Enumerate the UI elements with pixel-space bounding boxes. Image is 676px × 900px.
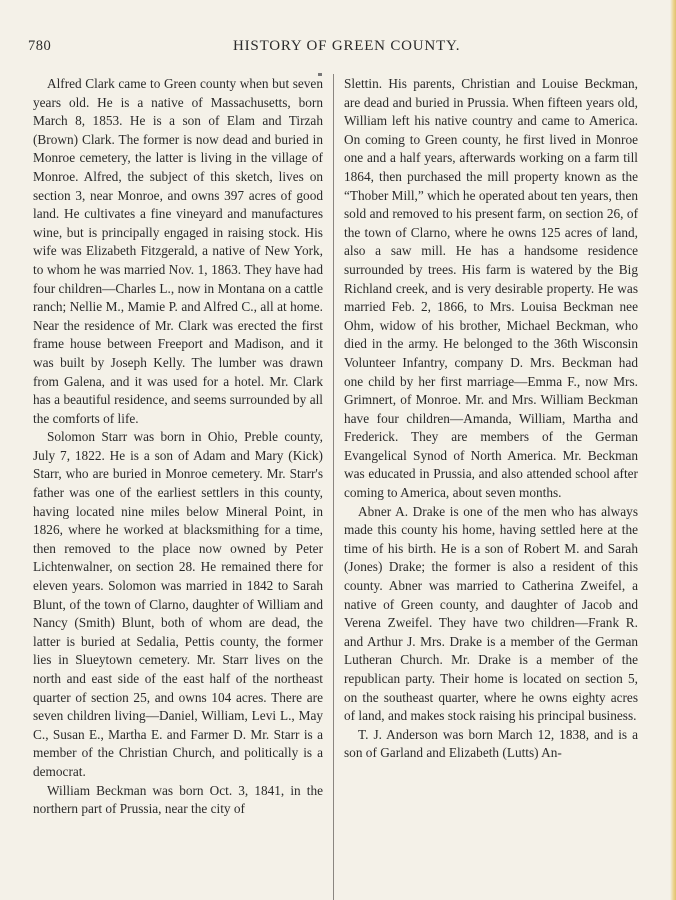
paragraph-tj-anderson: T. J. Anderson was born March 12, 1838, and is a son of Garland and Elizabeth (Lutts) An- [344, 726, 638, 761]
left-column [33, 75, 323, 895]
page-number: 780 [28, 38, 52, 54]
page-edge-decoration [670, 0, 676, 900]
paragraph-solomon-starr: Solomon Starr was born in Ohio, Preble county, July 7, 1822. He is a son of Adam and Mary (Kick) Starr, who are buried in Monroe cemetery. Mr. Starr's father was one of the earliest settlers in this county, having located nine miles below Mineral Point, in 1826, where he worked at blacksmithing for a time, then removed to the place now owned by Peter Lichtenwalner, on section 28. He remained there for eleven years. Solomon was married in 1842 to Sarah Blunt, of the town of Clarno, daughter of William and Nancy (Smith) Blunt, both of whom are dead, the latter is buried at Sedalia, Pettis county, the former lies in Slueytown cemetery. Mr. Starr lives on the north and east side of the east half of the northeast quarter of section 25, and owns 104 acres. There are seven children living—Daniel, William, Levi L., May C., Susan E., Martha E. and Farmer D. Mr. Starr is a member of the Christian Church, and politically is a democrat. [33, 429, 323, 779]
page-header [28, 38, 648, 58]
paragraph-william-beckman: William Beckman was born Oct. 3, 1841, in the northern part of Prussia, near the city of [33, 782, 323, 817]
paragraph-alfred-clark: Alfred Clark came to Green county when but seven years old. He is a native of Massachusetts, born March 8, 1853. He is a son of Elam and Tirzah (Brown) Clark. The former is now dead and buried in Monroe cemetery, the latter is living in the village of Monroe. Alfred, the subject of this sketch, lives on section 3, near Monroe, and owns 397 acres of good land. He cultivates a fine vineyard and manufactures wine, but is principally engaged in raising stock. His wife was Elizabeth Fitzgerald, a native of New York, to whom he was married Nov. 1, 1863. They have had four children—Charles L., now in Montana on a cattle ranch; Nellie M., Mamie P. and Alfred C., all at home. Near the residence of Mr. Clark was erected the first frame house between Freeport and Madison, and it was built by Joseph Kelly. The lumber was drawn from Galena, and it was used for a hotel. Mr. Clark has a beautiful residence, and seems surrounded by all the comforts of life. [33, 76, 323, 426]
right-column [344, 75, 638, 895]
paragraph-beckman-continued: Slettin. His parents, Christian and Louise Beckman, are dead and buried in Prussia. When fifteen years old, William left his native country and came to America. On coming to Green county, he first lived in Monroe one and a half years, afterwards working on a farm till 1864, then purchased the mill property known as the “Thober Mill,” which he operated about ten years, then sold and removed to his present farm, on section 26, of the town of Clarno, where he owns 125 acres of land, also a saw mill. He has a handsome residence surrounded by trees. His farm is watered by the Big Richland creek, and is very desirable property. He was married Feb. 2, 1866, to Mrs. Louisa Beckman nee Ohm, widow of his brother, Michael Beckman, who died in the army. He belonged to the 36th Wisconsin Volunteer Infantry, company D. Mrs. Beckman had one child by her first marriage—Emma F., now Mrs. Grimnert, of Monroe. Mr. and Mrs. William Beckman have four children—Amanda, William, Martha and Frederick. They are members of the German Evangelical Synod of North America. Mr. Beckman was educated in Prussia, and also attended school after coming to America, about seven months. [344, 76, 638, 501]
paragraph-abner-drake: Abner A. Drake is one of the men who has always made this county his home, having settled here at the time of his birth. He is a son of Robert M. and Sarah (Jones) Drake; the former is also a resident of this county. Abner was married to Catherina Zweifel, a native of Green county, and daughter of Jacob and Verena Zweifel. They have two children—Frank R. and Arthur J. Mrs. Drake is a member of the German Lutheran Church. Mr. Drake is a member of the republican party. Their home is located on section 5, on the southeast quarter, where he owns eighty acres of land, and makes stock raising his principal business. [344, 503, 638, 724]
running-title: HISTORY OF GREEN COUNTY. [233, 38, 461, 54]
column-divider [333, 74, 334, 900]
